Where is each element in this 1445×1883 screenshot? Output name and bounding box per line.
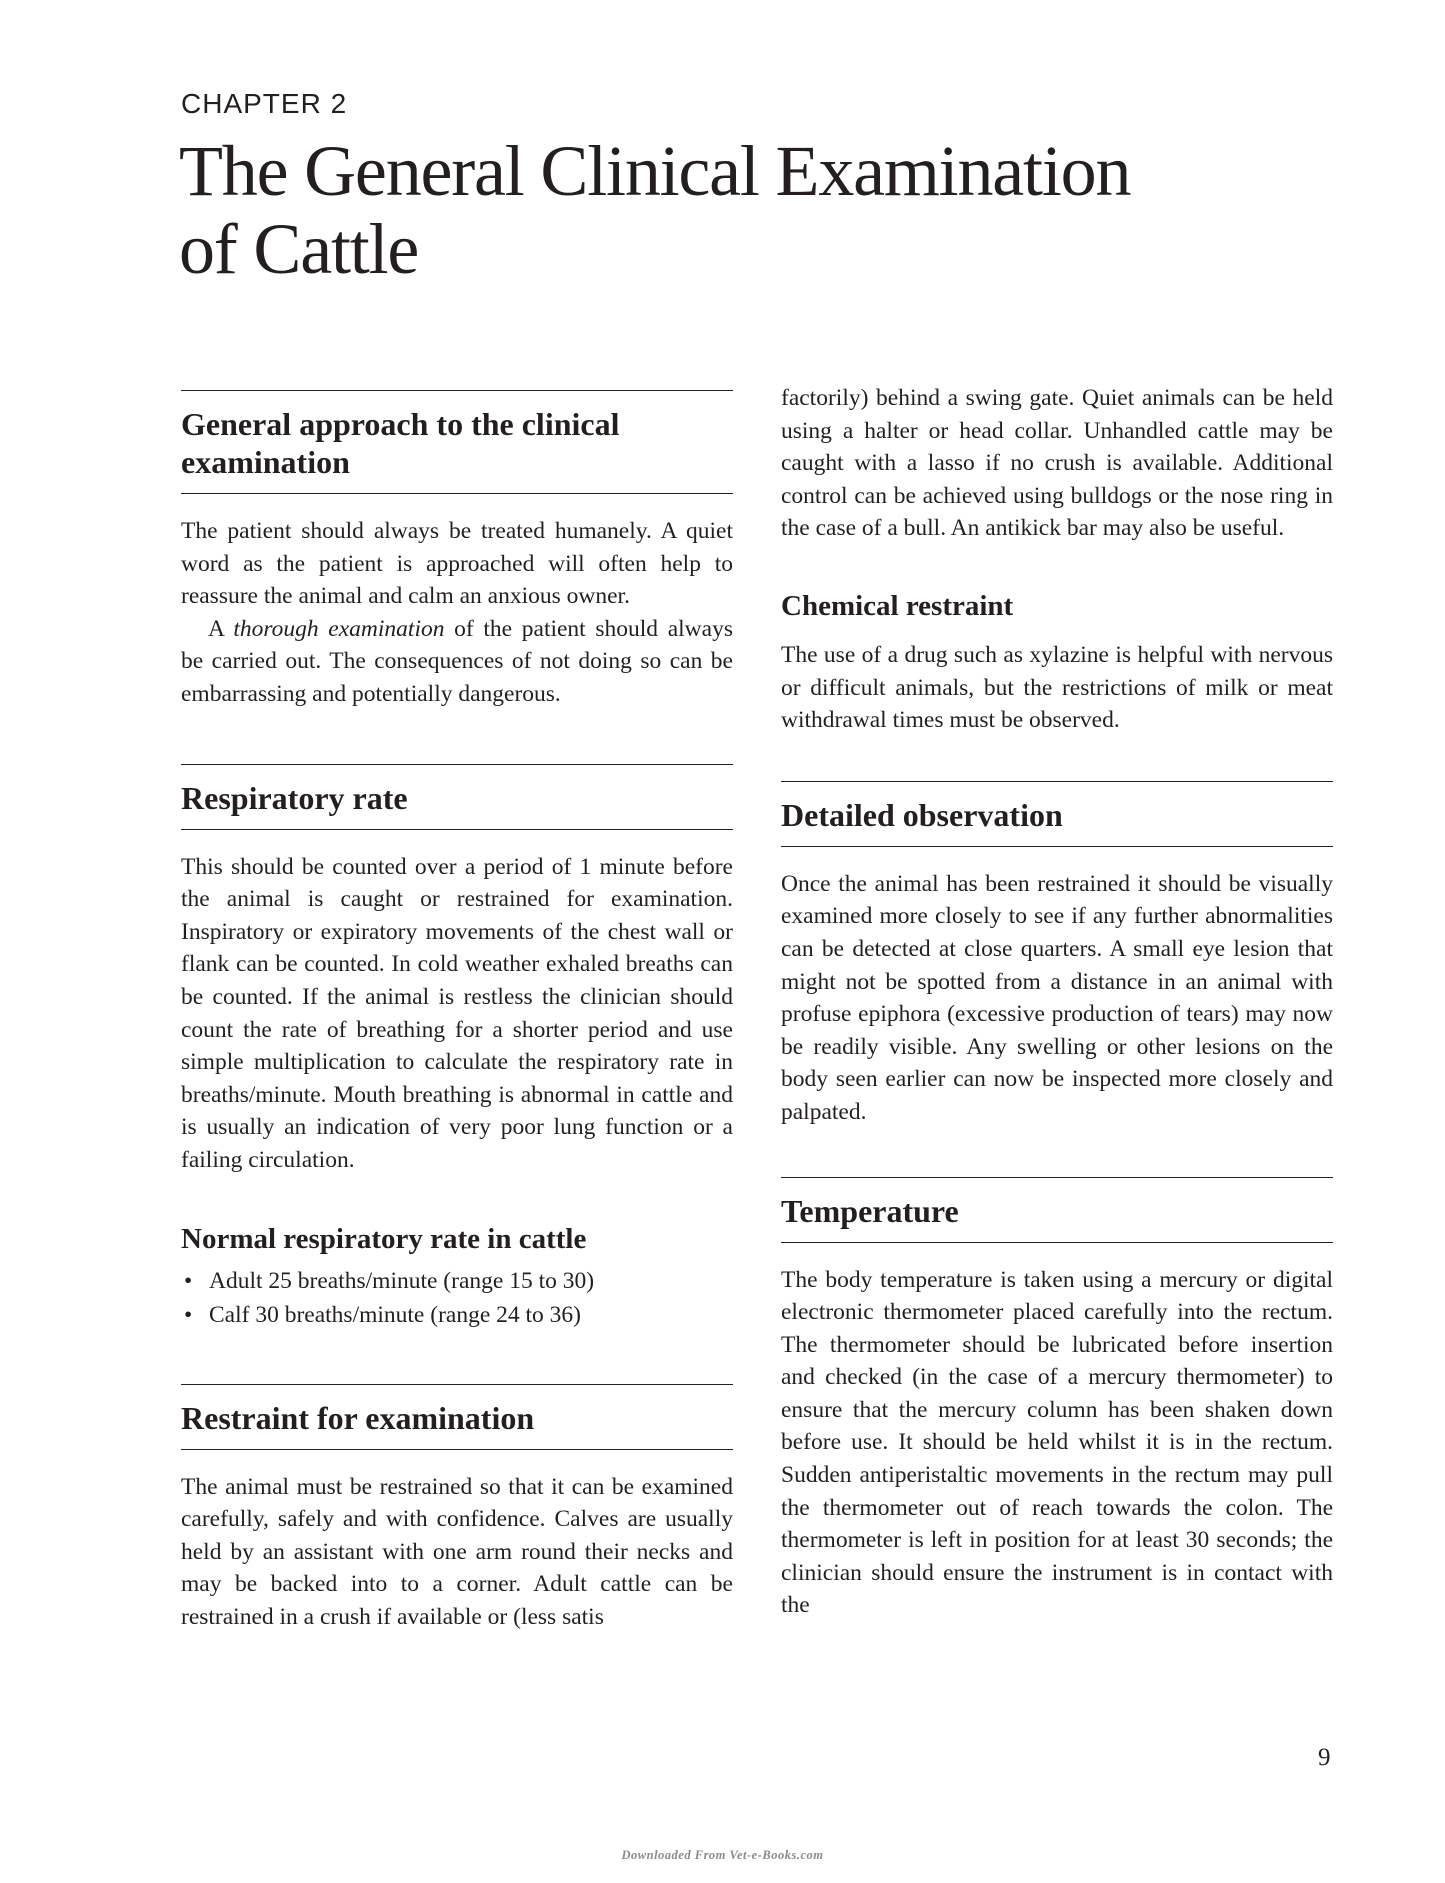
- download-watermark: Downloaded From Vet-e-Books.com: [621, 1848, 824, 1862]
- thorough-examination-emphasis: thorough examination: [233, 615, 445, 642]
- chemical-restraint-paragraph: The use of a drug such as xylazine is helpful with nervous or difficult animals, but the restrictions of milk or meat withdrawal times must be observed.: [781, 641, 1333, 734]
- list-item: • Calf 30 breaths/minute (range 24 to 36): [181, 1298, 733, 1332]
- chapter-title: [179, 132, 1279, 288]
- list-item: • Adult 25 breaths/minute (range 15 to 30): [181, 1264, 733, 1298]
- normal-rate-list: [181, 1264, 733, 1332]
- chapter-title-line-2: of Cattle: [179, 209, 419, 289]
- restraint-continued-paragraph: factorily) behind a swing gate. Quiet animals can be held using a halter or head collar. Unhandled cattle may be caught with a lasso if no crush is available. Additional control can be achieved using bulldogs or the nose ring in the case of a bull. An antikick bar may also be useful.: [781, 385, 1333, 542]
- subheading-chemical-restraint: Chemical restraint: [781, 589, 1014, 622]
- section-heading-restraint: Restraint for examination: [181, 1399, 535, 1436]
- detailed-observation-paragraph: Once the animal has been restrained it should be visually examined more closely to see if any further abnormalities can be detected at close quarters. A small eye lesion that might not be spotted from a distance in an animal with profuse epiphora (excessive production of tears) may now be readily visible. Any swelling or other lesions on the body seen earlier can now be inspected more closely and palpated.: [781, 870, 1333, 1125]
- section-heading-respiratory-rate: Respiratory rate: [181, 779, 408, 816]
- general-approach-paragraph-1: The patient should always be treated humanely. A quiet word as the patient is approached will often help to reassure the animal and calm an anxious owner.: [181, 518, 733, 610]
- section-heading-general-approach: General approach to the clinical examination: [181, 406, 620, 480]
- section-heading-temperature: Temperature: [781, 1192, 959, 1229]
- respiratory-rate-paragraph: This should be counted over a period of 1 minute before the animal is caught or restrained for examination. Inspiratory or expiratory movements of the chest wall or flank can be counted. In cold weather exhaled breaths can be counted. If the animal is restless the clinician should count the rate of breathing for a shorter period and use simple multiplication to calculate the respiratory rate in breaths/minute. Mouth breathing is abnormal in cattle and is usually an indication of very poor lung function or a failing circulation.: [181, 853, 733, 1173]
- general-approach-paragraph-2-start: A: [208, 615, 234, 642]
- left-column: [181, 390, 733, 1633]
- temperature-paragraph: The body temperature is taken using a mercury or digital electronic thermometer placed carefully into the rectum. The thermometer should be lubricated before insertion and checked (in the case of a mercury thermometer) to ensure that the mercury column has been shaken down before use. It should be held whilst it is in the rectum. Sudden antiperistaltic movements in the rectum may pull the thermometer out of reach towards the colon. The thermometer is left in position for at least 30 seconds; the clinician should ensure the instrument is in contact with the: [781, 1266, 1333, 1619]
- chapter-title-line-1: The General Clinical Examination: [179, 131, 1131, 211]
- section-heading-detailed-observation: Detailed observation: [781, 796, 1063, 833]
- page-number: 9: [1318, 1744, 1331, 1771]
- restraint-paragraph: The animal must be restrained so that it can be examined carefully, safely and with confidence. Calves are usually held by an assistant with one arm round their necks and may be backed into to a corner. Adult cattle can be restrained in a crush if available or (less satis: [181, 1473, 733, 1630]
- right-column: [781, 382, 1333, 1622]
- general-approach-paragraph-2-rest: of the patient should always be carried out. The consequences of not doing so can be embarrassing and potentially dangerous.: [181, 615, 733, 707]
- chapter-label: CHAPTER 2: [181, 88, 348, 119]
- subheading-normal-respiratory-rate: Normal respiratory rate in cattle: [181, 1222, 587, 1255]
- general-approach-paragraph-2: [181, 613, 733, 711]
